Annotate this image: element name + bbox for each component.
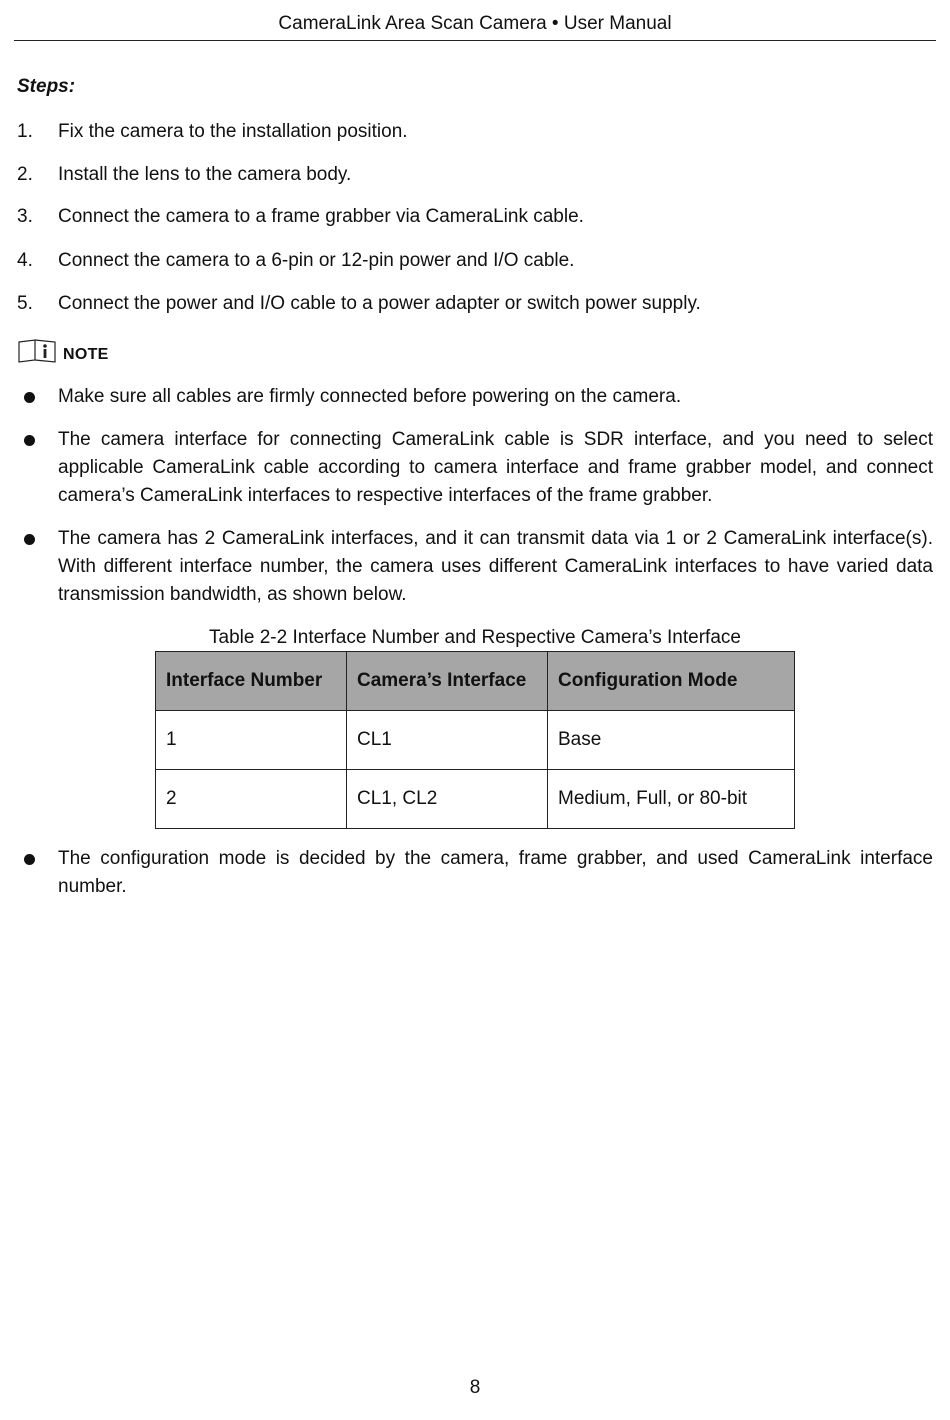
note-label: NOTE <box>63 346 109 363</box>
table-cell: Medium, Full, or 80-bit <box>548 770 795 829</box>
bullet-dot <box>24 534 35 545</box>
step-text: Install the lens to the camera body. <box>58 164 352 185</box>
bullet-item <box>17 383 933 411</box>
step-number: 1. <box>17 121 33 142</box>
bullet-dot <box>24 854 35 865</box>
step-number: 2. <box>17 164 33 185</box>
bullet-dot <box>24 435 35 446</box>
column-header: Interface Number <box>156 652 347 711</box>
bullet-text: Make sure all cables are firmly connected before powering on the camera. <box>58 386 682 407</box>
table-caption: Table 2-2 Interface Number and Respective Camera’s Interface <box>209 627 741 648</box>
bullet-text: The camera interface for connecting CameraLink cable is SDR interface, and you need to select applicable CameraLink cable according to camera interface and frame grabber model, and connect camera’s CameraLink interfaces to respective interfaces of the frame grabber. <box>58 429 933 506</box>
table-cell: 1 <box>156 711 347 770</box>
table-row <box>156 711 795 770</box>
bullet-text: The camera has 2 CameraLink interfaces, and it can transmit data via 1 or 2 CameraLink interface(s). With different interface number, the camera uses different CameraLink interfaces to have varied data transmission bandwidth, as shown below. <box>58 528 933 605</box>
header-title: CameraLink Area Scan Camera • User Manual <box>278 13 672 34</box>
bullet-item <box>17 845 933 901</box>
table-row <box>156 770 795 829</box>
table-header-row <box>156 652 795 711</box>
page-number: 8 <box>469 1377 481 1398</box>
table-cell: 2 <box>156 770 347 829</box>
step-text: Fix the camera to the installation position. <box>58 121 408 142</box>
steps-heading: Steps: <box>17 76 76 97</box>
table-cell: CL1, CL2 <box>347 770 548 829</box>
bullet-item <box>17 426 933 510</box>
step-text: Connect the camera to a frame grabber via CameraLink cable. <box>58 206 584 227</box>
table-cell: CL1 <box>347 711 548 770</box>
step-text: Connect the power and I/O cable to a power adapter or switch power supply. <box>58 293 701 314</box>
column-header: Configuration Mode <box>548 652 795 711</box>
column-header: Camera’s Interface <box>347 652 548 711</box>
step-number: 5. <box>17 293 33 314</box>
bullet-text: The configuration mode is decided by the camera, frame grabber, and used CameraLink interface number. <box>58 848 933 897</box>
step-number: 3. <box>17 206 33 227</box>
bullet-dot <box>24 392 35 403</box>
step-text: Connect the camera to a 6-pin or 12-pin power and I/O cable. <box>58 250 575 271</box>
note-book-info-icon <box>17 338 59 364</box>
page-header <box>14 11 936 41</box>
interface-table <box>155 651 795 829</box>
step-number: 4. <box>17 250 33 271</box>
bullet-item <box>17 525 933 609</box>
table-cell: Base <box>548 711 795 770</box>
